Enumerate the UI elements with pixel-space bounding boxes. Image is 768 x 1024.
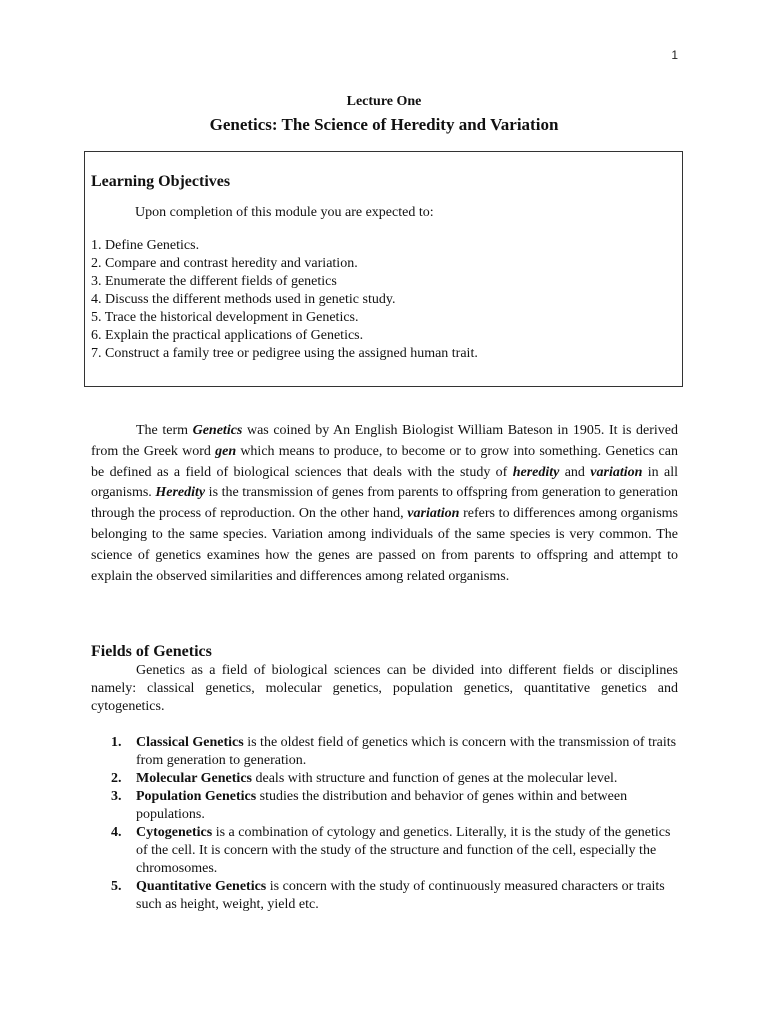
field-item	[111, 824, 679, 878]
term-heredity-def: Heredity	[155, 485, 206, 501]
field-number: 3.	[111, 789, 122, 804]
field-number: 5.	[111, 879, 122, 894]
field-description: is a combination of cytology and genetics. Literally, it is the study of the genetics of the cell. It is concern with the study of the structure and function of the cell, especially the chromosomes.	[136, 825, 671, 876]
lecture-label: Lecture One	[346, 94, 422, 109]
term-gen: gen	[215, 443, 237, 459]
fields-list	[111, 734, 679, 914]
page-number: 1	[671, 48, 678, 62]
learning-objectives-intro: Upon completion of this module you are expected to:	[135, 205, 434, 220]
text-run: The term	[136, 423, 193, 438]
objective-item: 1. Define Genetics.	[91, 238, 200, 253]
field-term: Classical Genetics	[136, 735, 244, 750]
text-run: refers to differences among organisms belonging to the same species. Variation among individuals of the same species is very common. The science of genetics examines how the genes are passed on from parents to offspring and attempt to explain the observed similarities and differences among related organisms.	[91, 506, 678, 584]
field-number: 2.	[111, 771, 122, 786]
objective-item: 5. Trace the historical development in Genetics.	[91, 310, 359, 325]
field-term: Cytogenetics	[136, 825, 213, 840]
field-item	[111, 770, 679, 788]
field-term: Population Genetics	[136, 789, 257, 804]
field-description: deals with structure and function of genes at the molecular level.	[252, 771, 618, 786]
term-variation-def: variation	[407, 506, 460, 522]
learning-objectives-heading: Learning Objectives	[91, 173, 231, 190]
field-description: is the oldest field of genetics which is concern with the transmission of traits from generation to generation.	[136, 735, 677, 768]
field-term: Molecular Genetics	[136, 771, 252, 786]
field-description: studies the distribution and behavior of genes within and between populations.	[136, 789, 628, 822]
text-run: was coined by An English Biologist William Bateson in 1905. It is derived from the Greek word	[91, 423, 679, 459]
objective-item: 2. Compare and contrast heredity and variation.	[91, 256, 358, 271]
learning-objectives-box	[84, 151, 683, 387]
objective-item: 6. Explain the practical applications of Genetics.	[91, 328, 364, 343]
term-genetics: Genetics	[192, 423, 243, 438]
objective-item: 7. Construct a family tree or pedigree using the assigned human trait.	[91, 346, 478, 361]
document-header	[0, 93, 768, 136]
field-number: 1.	[111, 735, 122, 750]
fields-intro-paragraph: Genetics as a field of biological sciences can be divided into different fields or disciplines namely: classical genetics, molecular genetics, population genetics, quantitative genetics and cytogenetics.	[91, 663, 678, 714]
field-item	[111, 734, 679, 770]
objective-item: 3. Enumerate the different fields of genetics	[91, 274, 337, 289]
term-variation: variation	[590, 464, 643, 480]
text-run: which means to produce, to become or to grow into something. Genetics can be defined as a field of biological sciences that deals with the study of	[91, 443, 678, 480]
field-item	[111, 878, 679, 914]
field-number: 4.	[111, 825, 122, 840]
fields-of-genetics-heading: Fields of Genetics	[91, 643, 212, 660]
text-run: is the transmission of genes from parents to offspring from generation to generation through the process of reproduction. On the other hand,	[91, 485, 678, 522]
field-description: is concern with the study of continuously measured characters or traits such as height, weight, yield etc.	[136, 879, 665, 912]
term-heredity: heredity	[512, 464, 560, 480]
field-term: Quantitative Genetics	[136, 879, 267, 894]
learning-objectives-list	[91, 237, 676, 363]
text-run: in all organisms.	[91, 464, 678, 501]
text-run: and	[559, 464, 591, 480]
lecture-title: Genetics: The Science of Heredity and Variation	[209, 115, 559, 134]
field-item	[111, 788, 679, 824]
objective-item: 4. Discuss the different methods used in genetic study.	[91, 292, 396, 307]
intro-paragraph	[91, 421, 678, 587]
